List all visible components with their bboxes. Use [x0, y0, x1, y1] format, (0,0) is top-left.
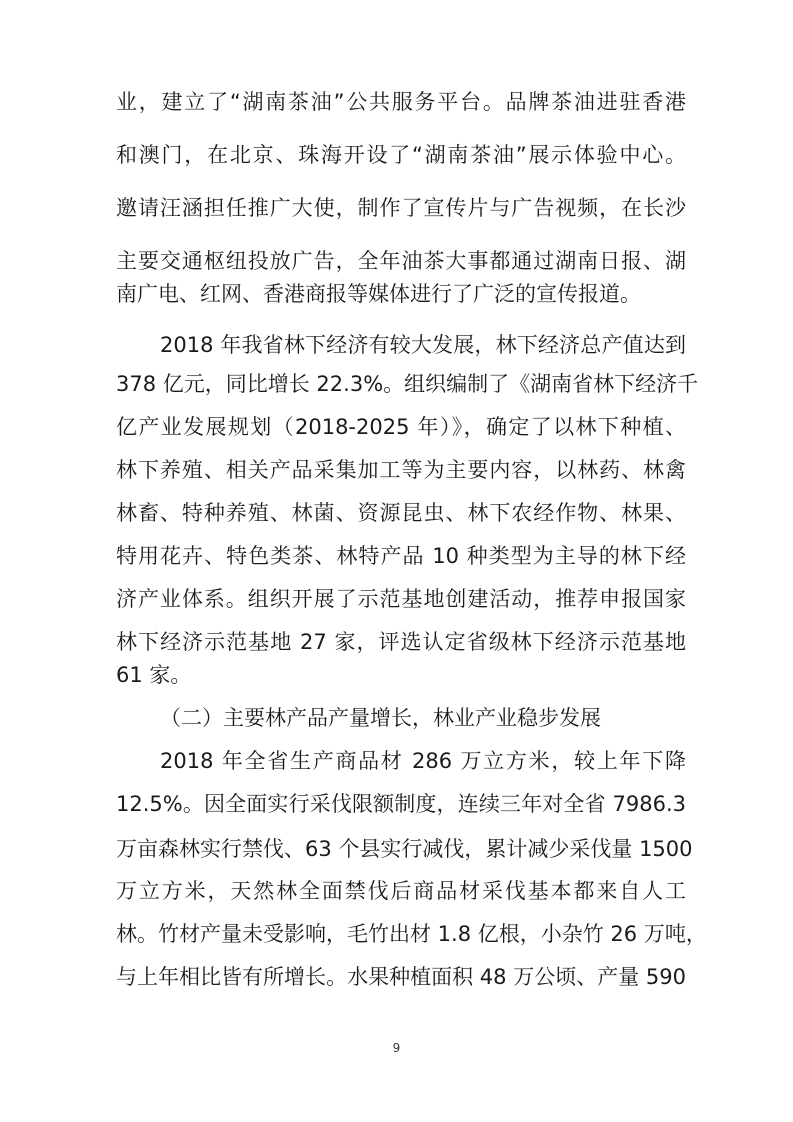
paragraph-1-line-5: 南广电、红网、香港商报等媒体进行了广泛的宣传报道。 — [116, 282, 641, 306]
page-number: 9 — [392, 1041, 401, 1055]
paragraph-3-line-2: 12.5%。因全面实行采伐限额制度，连续三年对全省 7986.3 — [116, 792, 686, 816]
paragraph-2-line-8: 林下经济示范基地 27 家，评选认定省级林下经济示范基地 — [116, 630, 686, 654]
paragraph-1-line-2: 和澳门，在北京、珠海开设了“湖南茶油”展示体验中心。 — [116, 143, 686, 167]
section-heading: （二）主要林产品产量增长，林业产业稳步发展 — [160, 706, 601, 730]
paragraph-3-line-1: 2018 年全省生产商品材 286 万立方米，较上年下降 — [160, 749, 686, 773]
paragraph-1-line-4: 主要交通枢纽投放广告，全年油茶大事都通过湖南日报、湖 — [116, 249, 686, 273]
paragraph-3-line-4: 万立方米，天然林全面禁伐后商品材采伐基本都来自人工 — [116, 879, 686, 903]
paragraph-2-line-1: 2018 年我省林下经济有较大发展，林下经济总产值达到 — [160, 333, 686, 357]
paragraph-2-line-6: 特用花卉、特色类茶、林特产品 10 种类型为主导的林下经 — [116, 544, 686, 568]
paragraph-2-line-4: 林下养殖、相关产品采集加工等为主要内容，以林药、林禽 — [116, 458, 686, 482]
paragraph-2-line-9: 61 家。 — [116, 663, 192, 687]
paragraph-2-line-2: 378 亿元，同比增长 22.3%。组织编制了《湖南省林下经济千 — [116, 372, 699, 396]
paragraph-3-line-5: 林。竹材产量未受影响，毛竹出材 1.8 亿根，小杂竹 26 万吨， — [116, 922, 707, 946]
paragraph-2-line-5: 林畜、特种养殖、林菌、资源昆虫、林下农经作物、林果、 — [116, 501, 686, 525]
paragraph-2-line-7: 济产业体系。组织开展了示范基地创建活动，推荐申报国家 — [116, 587, 686, 611]
paragraph-1-line-1: 业，建立了“湖南茶油”公共服务平台。品牌茶油进驻香港 — [116, 90, 686, 114]
paragraph-3-line-6: 与上年相比皆有所增长。水果种植面积 48 万公顷、产量 590 — [116, 965, 686, 989]
paragraph-1-line-3: 邀请汪涵担任推广大使，制作了宣传片与广告视频，在长沙 — [116, 196, 686, 220]
paragraph-3-line-3: 万亩森林实行禁伐、63 个县实行减伐，累计减少采伐量 1500 — [116, 837, 693, 861]
paragraph-2-line-3: 亿产业发展规划（2018-2025 年）》，确定了以林下种植、 — [116, 415, 686, 439]
